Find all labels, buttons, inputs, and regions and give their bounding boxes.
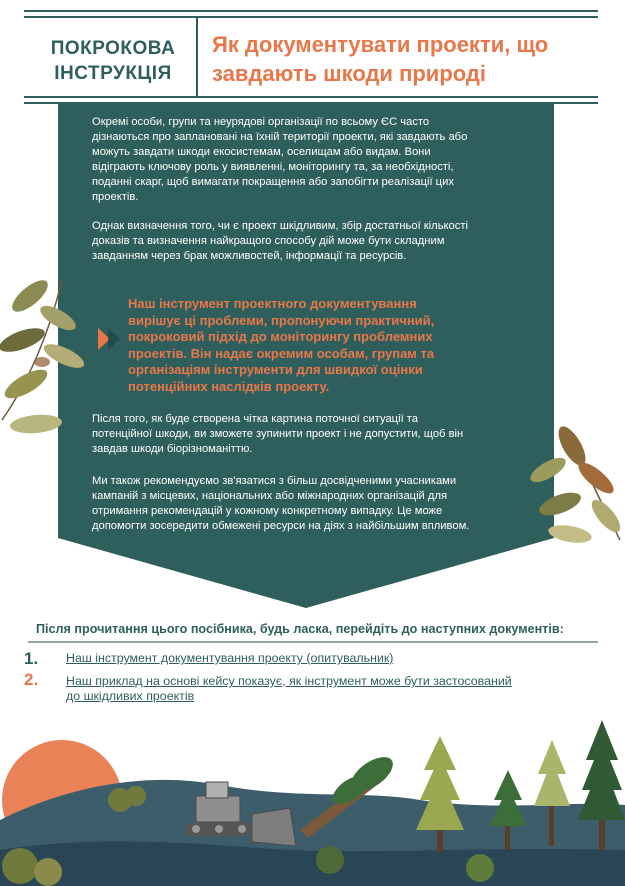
intro-p1-line: поданні скарг, щоб вимагати покращення або запобігти реалізації цих [92, 176, 454, 188]
intro-p2-line: доказів та визначення найкращого способу дій може бути складним [92, 235, 445, 247]
highlight-line: проектів. Він надає окремим особам, групам та [128, 345, 435, 361]
outro-p2-line: допомогти зосередити обмежені ресурси на діях з найбільшим впливом. [92, 520, 470, 532]
highlight-line: покроковий підхід до моніторингу проблемних [128, 329, 433, 344]
next-documents-heading: Після прочитання цього посібника, будь ласка, перейдіть до наступних документів: [36, 622, 564, 636]
highlight-line: Наш інструмент проектного документування [128, 296, 417, 311]
outro-p1-line: потенційної шкоди, ви зможете зупинити проект і не допустити, щоб він [92, 428, 464, 440]
intro-p2-line: Однак визначення того, чи є проект шкідливим, збір достатньої кількості [92, 220, 468, 232]
outro-p2-line: Ми також рекомендуємо зв'язатися з більш досвідченими учасниками [92, 475, 457, 487]
highlight-statement [128, 296, 518, 395]
foreground-ground [0, 841, 625, 886]
next-documents-rule [28, 641, 598, 643]
intro-p1-line: відіграють ключову роль у виявленні, моніторингу та, за необхідності, [92, 161, 454, 173]
intro-p1-line: дізнаються про заплановані на їхній території проекти, які завдають або [92, 131, 468, 143]
outro-p1-line: Після того, як буде створена чітка картина поточної ситуації та [92, 413, 419, 425]
link-text[interactable]: Наш приклад на основі кейсу показує, як інструмент може бути застосований [66, 674, 512, 688]
pine-tree-icon [578, 720, 625, 850]
background-hill [0, 780, 625, 886]
outro-paragraph-1 [92, 412, 532, 457]
list-number: 1. [24, 649, 39, 668]
bush [2, 786, 494, 886]
intro-p1-line: проектів. [92, 191, 139, 203]
badge-line-1: ПОКРОКОВА [50, 38, 176, 59]
double-chevron-icon [98, 328, 124, 350]
survey-tool-link[interactable] [66, 651, 393, 666]
title-line-1: Як документувати проекти, що [212, 32, 549, 57]
link-text[interactable]: до шкідливих проектів [66, 689, 195, 703]
intro-p2-line: завданням через брак можливостей, інформації та ресурсів. [92, 250, 407, 262]
sun-icon [2, 740, 122, 860]
list-number: 2. [24, 670, 39, 689]
intro-p1-line: можуть завдати шкоди екосистемам, оселищам або видам. Вони [92, 146, 431, 158]
pine-tree-icon [416, 736, 464, 852]
outro-p2-line: отримання рекомендацій у кожному конкретному випадку. Це може [92, 505, 443, 517]
intro-paragraph-2 [92, 219, 532, 264]
outro-paragraph-2 [92, 474, 532, 534]
highlight-line: організаціям інструменти для швидкої оцінки [128, 362, 423, 377]
highlight-line: потенційних наслідків проекту. [128, 378, 330, 394]
intro-paragraph-1 [92, 115, 532, 205]
outro-p1-line: завдав шкоди біорізноманіттю. [92, 443, 253, 455]
outro-p2-line: кампаній з місцевих, національних або міжнародних організацій для [92, 490, 448, 502]
fallen-tree [300, 750, 399, 838]
pine-tree-icon [534, 740, 570, 846]
highlight-line: вирішує ці проблеми, пропонуючи практичний, [128, 312, 435, 328]
intro-p1-line: Окремі особи, групи та неурядові організації по всьому ЄС часто [92, 116, 430, 128]
link-text[interactable]: Наш інструмент документування проекту (опитувальник) [66, 651, 394, 665]
badge-line-2: ІНСТРУКЦІЯ [54, 63, 172, 84]
case-study-link[interactable] [66, 674, 512, 704]
title-line-2: завдають шкоди природі [212, 61, 486, 86]
bulldozer-icon [186, 782, 296, 846]
pine-tree-icon [490, 770, 526, 850]
